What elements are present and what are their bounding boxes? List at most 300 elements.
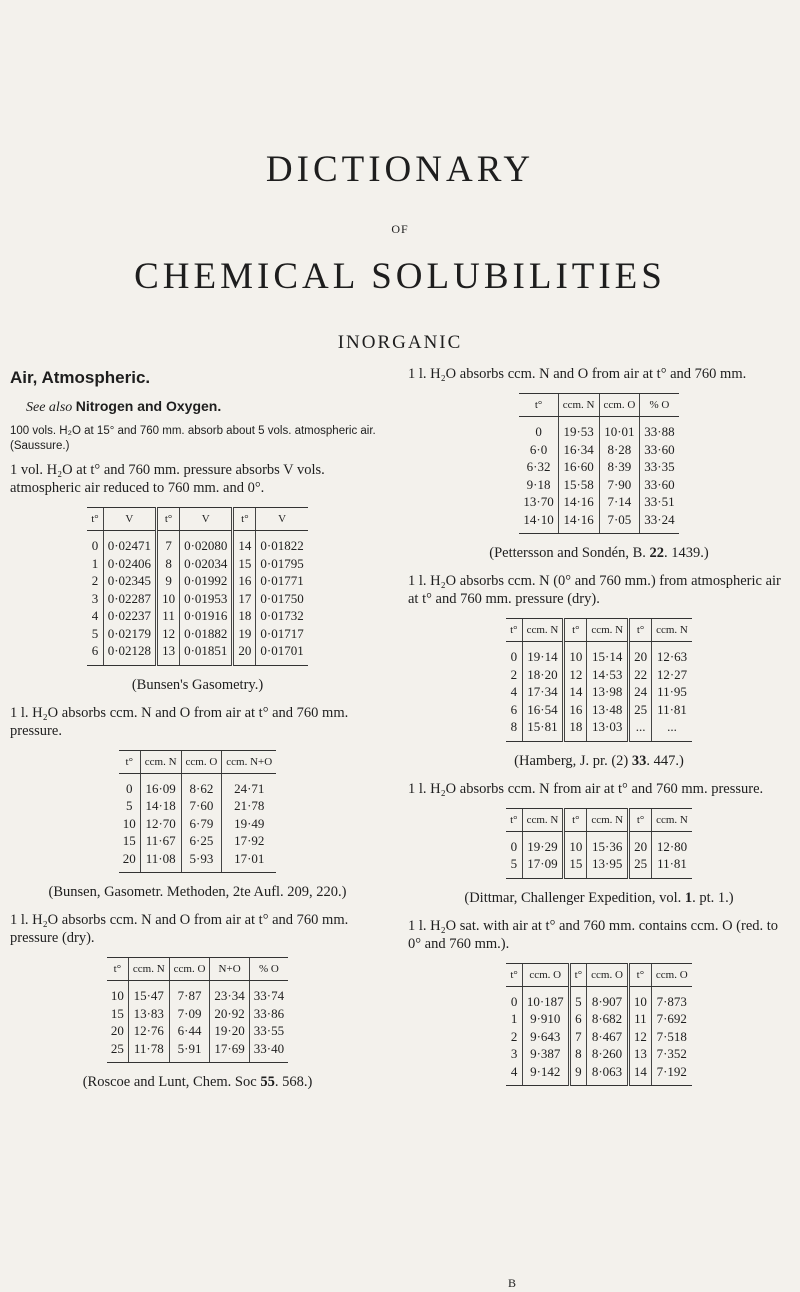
table-cell: 22 <box>629 666 652 684</box>
table-row <box>506 831 692 855</box>
table-cell: 15 <box>122 833 136 848</box>
column-header: t° <box>564 808 587 831</box>
table-cell: 4 <box>510 684 518 699</box>
column-header: ccm. N <box>128 958 169 981</box>
table-cell: 12·76 <box>128 1022 169 1040</box>
table-cell: 10 <box>157 590 180 608</box>
column-header: t° <box>628 963 651 986</box>
table-cell: 16·60 <box>558 458 599 476</box>
table-cell: 0·02128 <box>103 642 156 665</box>
table-cell: 8 <box>569 1045 586 1063</box>
table-cell: 6·79 <box>181 815 222 833</box>
paragraph: 1 l. H₂O absorbs ccm. N and O from air at t° and 760 mm. pressure (dry). <box>10 912 349 946</box>
table-header-row <box>506 963 691 986</box>
table-cell: 16·09 <box>140 773 181 797</box>
citation-page: . 1439.) <box>664 545 709 561</box>
table-row <box>119 815 276 833</box>
table-row <box>87 572 308 590</box>
table-cell: 20 <box>119 850 141 873</box>
table-cell: 9·643 <box>522 1028 569 1046</box>
table-cell: 14 <box>233 531 256 555</box>
table-cell: 18 <box>564 718 587 741</box>
table-row <box>506 683 692 701</box>
table-cell: 6 <box>87 642 103 665</box>
citation <box>408 544 790 562</box>
column-header: ccm. N+O <box>222 750 276 773</box>
column-header: t° <box>119 750 141 773</box>
table-row <box>107 1040 288 1063</box>
table-row <box>87 607 308 625</box>
table-row <box>506 1010 691 1028</box>
table-cell: 11·95 <box>652 683 692 701</box>
table-cell: 9·387 <box>522 1045 569 1063</box>
table-cell: 11 <box>628 1010 651 1028</box>
table-cell: 33·88 <box>640 417 679 441</box>
table-cell: 17 <box>233 590 256 608</box>
table-cell: 33·60 <box>640 476 679 494</box>
table-cell: 11·67 <box>140 832 181 850</box>
table-cell: 8·260 <box>587 1045 629 1063</box>
table-cell: 3 <box>91 590 99 606</box>
table-row <box>519 417 678 441</box>
table-cell: 33·35 <box>640 458 679 476</box>
table-cell: 21·78 <box>222 797 276 815</box>
table-cell: 4 <box>506 1063 522 1086</box>
table-header-row <box>506 808 692 831</box>
column-header: ccm. O <box>169 958 210 981</box>
citation <box>408 889 790 907</box>
table-cell: 13·70 <box>523 494 554 509</box>
table-cell: 33·51 <box>640 493 679 511</box>
table-cell: 15 <box>110 1005 124 1021</box>
table-row <box>506 986 691 1010</box>
column-header: ccm. O <box>599 394 640 417</box>
table-row <box>519 493 678 511</box>
table-cell: 25 <box>629 701 652 719</box>
table-cell: 10 <box>564 831 587 855</box>
table-cell: 12 <box>628 1028 651 1046</box>
table-cell: 5 <box>506 855 522 878</box>
table-row <box>119 797 276 815</box>
paragraph: 1 l. H₂O absorbs ccm. N and O from air at t° and 760 mm. pressure. <box>10 704 349 739</box>
table-cell: 14·16 <box>558 493 599 511</box>
table-cell: 7·352 <box>651 1045 691 1063</box>
table-cell: 20·92 <box>210 1005 249 1023</box>
table-cell: 20 <box>629 831 652 855</box>
table-cell: 7·873 <box>651 986 691 1010</box>
table-cell: 9 <box>157 572 180 590</box>
table-cell: 0·01701 <box>256 642 308 665</box>
table-cell: 0·02080 <box>180 531 233 555</box>
table-cell: 25 <box>107 1040 129 1063</box>
table-cell: 0 <box>535 424 542 439</box>
column-header: t° <box>506 963 522 986</box>
table-row <box>87 642 308 665</box>
citation-page: . pt. 1.) <box>692 889 734 906</box>
column-header: t° <box>519 394 558 417</box>
citation: (Bunsen, Gasometr. Methoden, 2te Aufl. 209, 220.) <box>48 884 347 900</box>
table-header-row <box>87 508 308 531</box>
table-cell: 14 <box>628 1063 651 1086</box>
table-cell: 0·02287 <box>103 590 156 608</box>
table-header-row <box>506 619 692 642</box>
table-cell: 17·69 <box>210 1040 249 1063</box>
table-cell: 0·01822 <box>256 531 308 555</box>
table-row <box>87 555 308 573</box>
table-cell: 2 <box>510 666 518 682</box>
book-subtitle: CHEMICAL SOLUBILITIES <box>134 256 666 297</box>
see-also-items: Nitrogen and Oxygen. <box>75 398 222 414</box>
table-cell: 7·90 <box>599 476 640 494</box>
table-cell: 15 <box>564 855 587 878</box>
table-cell: 33·40 <box>249 1040 288 1063</box>
table-cell: 19·53 <box>558 417 599 441</box>
table-cell: 7·60 <box>181 797 222 815</box>
table-row <box>506 718 692 741</box>
paragraph: 1 vol. H₂O at t° and 760 mm. pressure absorbs V vols. atmospheric air reduced to 760 mm. and 0°. <box>10 462 325 496</box>
table-cell: 8·907 <box>587 986 629 1010</box>
table-cell: 13·83 <box>128 1005 169 1023</box>
table-row <box>506 666 692 684</box>
table-cell: 5·93 <box>181 850 222 873</box>
table-row <box>107 1022 288 1040</box>
table-cell: 0·01953 <box>180 590 233 608</box>
table-cell: 6·25 <box>181 832 222 850</box>
table-cell: 19·29 <box>522 831 564 855</box>
data-table <box>506 808 692 879</box>
table-row <box>119 773 276 797</box>
column-header: t° <box>506 808 522 831</box>
table-cell: 16·54 <box>522 701 564 719</box>
table-cell: 0·01732 <box>256 607 308 625</box>
table-cell: 11·81 <box>652 701 692 719</box>
table-cell: 12·80 <box>652 831 692 855</box>
table-cell: 17·09 <box>522 855 564 878</box>
citation-volume: 55 <box>260 1074 275 1090</box>
citation-page: . 568.) <box>274 1074 313 1090</box>
citation-volume: 22 <box>649 545 665 561</box>
left-column <box>10 365 385 1101</box>
column-header: ccm. O <box>651 963 691 986</box>
table-cell: 17·34 <box>522 683 564 701</box>
table-row <box>87 531 308 555</box>
table-row <box>506 1063 691 1086</box>
table-cell: 14·53 <box>587 666 629 684</box>
table-cell: 7·192 <box>651 1063 691 1086</box>
table-row <box>519 441 678 459</box>
table-cell: 20 <box>110 1023 124 1038</box>
citation-text: (Pettersson and Sondén, B. <box>489 545 650 561</box>
table-cell: 7·14 <box>599 493 640 511</box>
table-cell: 19·49 <box>222 815 276 833</box>
table-cell: 9·142 <box>522 1063 569 1086</box>
table-cell: 23·34 <box>210 981 249 1005</box>
table-cell: 10 <box>110 988 124 1003</box>
column-header: t° <box>569 963 586 986</box>
table-row <box>506 1028 691 1046</box>
table-cell: 8 <box>506 718 522 741</box>
citation-page: . 447.) <box>646 752 684 769</box>
table-cell: 0·01916 <box>180 607 233 625</box>
table-cell: 0·02179 <box>103 625 156 643</box>
table-header-row <box>107 958 288 981</box>
table-row <box>119 832 276 850</box>
table-cell: 0·01882 <box>180 625 233 643</box>
table-cell: 15·81 <box>522 718 564 741</box>
table-cell: 7 <box>569 1028 586 1046</box>
table-cell: 5 <box>569 986 586 1010</box>
table-cell: 0·01851 <box>180 642 233 665</box>
table-cell: 33·74 <box>249 981 288 1005</box>
citation <box>10 1073 385 1091</box>
column-header: t° <box>629 808 652 831</box>
table-cell: 6 <box>510 701 518 717</box>
table-cell: 8·467 <box>587 1028 629 1046</box>
table-cell: 12·70 <box>140 815 181 833</box>
table-cell: 33·60 <box>640 441 679 459</box>
table-cell: 11·08 <box>140 850 181 873</box>
table-cell: 19 <box>233 625 256 643</box>
table-cell: 15·47 <box>128 981 169 1005</box>
table-cell: 13·03 <box>587 718 629 741</box>
column-header: ccm. N <box>652 808 692 831</box>
column-header: ccm. N <box>587 619 629 642</box>
table-cell: 0 <box>510 993 518 1009</box>
citation-volume: 1 <box>684 889 693 906</box>
column-header: ccm. N <box>587 808 629 831</box>
table-cell: 16 <box>564 701 587 719</box>
table-cell: 8 <box>157 555 180 573</box>
table-cell: 10·187 <box>522 986 569 1010</box>
paragraph: 1 l. H₂O absorbs ccm. N from air at t° and 760 mm. pressure. <box>408 780 764 797</box>
paragraph: 1 l. H₂O absorbs ccm. N (0° and 760 mm.) from atmospheric air at t° and 760 mm. pressure (dry). <box>408 573 781 607</box>
column-header: % O <box>249 958 288 981</box>
table-cell: 5·91 <box>169 1040 210 1063</box>
table-row <box>87 590 308 608</box>
table-cell: 15 <box>233 555 256 573</box>
table-cell: 14·16 <box>558 511 599 534</box>
table-cell: 0·02471 <box>103 531 156 555</box>
entry-title: Air, Atmospheric. <box>10 368 151 387</box>
table-cell: 0·02034 <box>180 555 233 573</box>
table-cell: 5 <box>91 625 99 641</box>
table-cell: 18·20 <box>522 666 564 684</box>
column-header: % O <box>640 394 679 417</box>
table-row <box>519 511 678 534</box>
table-cell: 15·14 <box>587 642 629 666</box>
saussure-note: 100 vols. H₂O at 15° and 760 mm. absorb about 5 vols. atmospheric air. (Saussure.) <box>10 425 376 452</box>
column-header: ccm. N <box>140 750 181 773</box>
table-cell: 14 <box>564 683 587 701</box>
table-cell: 5 <box>126 798 133 813</box>
column-header: ccm. N <box>558 394 599 417</box>
column-header: t° <box>107 958 129 981</box>
table-row <box>107 981 288 1005</box>
column-header: ccm. N <box>652 619 692 642</box>
table-cell: 8·682 <box>587 1010 629 1028</box>
see-also <box>26 398 385 416</box>
column-header: N+O <box>210 958 249 981</box>
table-cell: 13·48 <box>587 701 629 719</box>
paragraph: 1 l. H₂O sat. with air at t° and 760 mm. contains ccm. O (red. to 0° and 760 mm.). <box>408 917 779 952</box>
table-header-row <box>519 394 678 417</box>
section-heading: INORGANIC <box>337 332 463 353</box>
column-header: ccm. O <box>587 963 629 986</box>
table-cell: 17·01 <box>222 850 276 873</box>
table-cell: 33·55 <box>249 1022 288 1040</box>
see-also-prefix: See also <box>26 400 73 415</box>
table-cell: 8·39 <box>599 458 640 476</box>
table-cell: 13 <box>157 642 180 665</box>
table-cell: 0·01992 <box>180 572 233 590</box>
table-cell: 24·71 <box>222 773 276 797</box>
citation-text: (Dittmar, Challenger Expedition, vol. <box>464 889 685 906</box>
table-cell: 12 <box>564 666 587 684</box>
table-cell: 10 <box>122 815 136 831</box>
table-cell: 0 <box>510 649 518 664</box>
table-cell: 16·34 <box>558 441 599 459</box>
table-cell: 7·518 <box>651 1028 691 1046</box>
table-cell: 12 <box>157 625 180 643</box>
table-cell: 24 <box>629 683 652 701</box>
paragraph: 1 l. H₂O absorbs ccm. N and O from air at t° and 760 mm. <box>408 366 747 382</box>
table-row <box>519 476 678 494</box>
table-cell: 11·81 <box>652 855 692 878</box>
table-cell: 0 <box>91 538 99 553</box>
table-row <box>506 855 692 878</box>
table-cell: 19·14 <box>522 642 564 666</box>
page-signature: B <box>508 1276 517 1290</box>
table-cell: 18 <box>233 607 256 625</box>
table-cell: 8·28 <box>599 441 640 459</box>
table-cell: 0·01717 <box>256 625 308 643</box>
book-title: DICTIONARY <box>265 149 535 190</box>
table-cell: 8·62 <box>181 773 222 797</box>
table-cell: ... <box>629 718 652 741</box>
column-header: ccm. N <box>522 619 564 642</box>
table-cell: 9 <box>569 1063 586 1086</box>
table-cell: 25 <box>629 855 652 878</box>
table-cell: 19·20 <box>210 1022 249 1040</box>
table-row <box>506 1045 691 1063</box>
citation-volume: 33 <box>631 752 647 769</box>
table-cell: 12·63 <box>652 642 692 666</box>
table-cell: 12·27 <box>652 666 692 684</box>
table-cell: 0·02345 <box>103 572 156 590</box>
data-table <box>107 957 288 1063</box>
table-row <box>506 642 692 666</box>
table-cell: 4 <box>91 608 99 623</box>
table-cell: 9·910 <box>522 1010 569 1028</box>
table-cell: 13·95 <box>587 855 629 878</box>
column-header: V <box>256 508 308 531</box>
table-cell: 33·24 <box>640 511 679 534</box>
table-cell: 0·02406 <box>103 555 156 573</box>
column-header: t° <box>157 508 180 531</box>
table-header-row <box>119 750 276 773</box>
table-cell: 7·87 <box>169 981 210 1005</box>
table-cell: 10 <box>564 642 587 666</box>
table-cell: 13·98 <box>587 683 629 701</box>
table-cell: 0·01750 <box>256 590 308 608</box>
table-cell: 1 <box>510 1011 518 1026</box>
column-header: ccm. O <box>522 963 569 986</box>
table-cell: 10·01 <box>599 417 640 441</box>
table-cell: 3 <box>510 1046 518 1061</box>
citation-text: (Roscoe and Lunt, Chem. Soc <box>82 1074 261 1090</box>
data-table <box>519 393 678 534</box>
table-cell: 14·18 <box>140 797 181 815</box>
table-cell: 11 <box>157 607 180 625</box>
table-row <box>119 850 276 873</box>
column-header: ccm. N <box>522 808 564 831</box>
citation: (Bunsen's Gasometry.) <box>131 676 264 693</box>
table-cell: 15·58 <box>558 476 599 494</box>
right-column <box>408 365 790 1096</box>
column-header: V <box>103 508 156 531</box>
table-cell: 15·36 <box>587 831 629 855</box>
column-header: t° <box>564 619 587 642</box>
table-cell: 0 <box>126 780 133 796</box>
table-cell: ... <box>652 718 692 741</box>
table-cell: 0·02237 <box>103 607 156 625</box>
table-row <box>87 625 308 643</box>
table-cell: 16 <box>233 572 256 590</box>
table-cell: 10 <box>628 986 651 1010</box>
table-cell: 17·92 <box>222 832 276 850</box>
column-header: t° <box>629 619 652 642</box>
column-header: t° <box>233 508 256 531</box>
table-cell: 1 <box>91 555 99 571</box>
data-table <box>87 507 308 666</box>
column-header: t° <box>506 619 522 642</box>
table-cell: 2 <box>510 1028 518 1044</box>
table-cell: 8·063 <box>587 1063 629 1086</box>
data-table <box>506 618 692 742</box>
table-cell: 0·01795 <box>256 555 308 573</box>
table-cell: 20 <box>233 642 256 665</box>
table-cell: 33·86 <box>249 1005 288 1023</box>
table-cell: 9·18 <box>526 476 551 492</box>
table-cell: 0 <box>510 838 518 854</box>
table-cell: 2 <box>91 573 99 588</box>
table-cell: 0·01771 <box>256 572 308 590</box>
citation <box>408 752 790 770</box>
table-cell: 7 <box>157 531 180 555</box>
data-table <box>506 963 691 1087</box>
table-cell: 11·78 <box>128 1040 169 1063</box>
title-connector: OF <box>391 222 409 236</box>
table-cell: 14·10 <box>519 511 558 534</box>
data-table <box>119 750 276 874</box>
table-row <box>519 458 678 476</box>
table-row <box>506 701 692 719</box>
table-row <box>107 1005 288 1023</box>
table-cell: 7·692 <box>651 1010 691 1028</box>
table-cell: 6·0 <box>529 441 548 457</box>
table-cell: 6 <box>569 1010 586 1028</box>
table-cell: 13 <box>628 1045 651 1063</box>
table-cell: 20 <box>629 642 652 666</box>
column-header: t° <box>87 508 103 531</box>
column-header: ccm. O <box>181 750 222 773</box>
table-cell: 6·32 <box>526 459 551 474</box>
citation-text: (Hamberg, J. pr. (2) <box>514 752 632 769</box>
table-cell: 7·05 <box>599 511 640 534</box>
table-cell: 7·09 <box>169 1005 210 1023</box>
table-cell: 6·44 <box>169 1022 210 1040</box>
column-header: V <box>180 508 233 531</box>
